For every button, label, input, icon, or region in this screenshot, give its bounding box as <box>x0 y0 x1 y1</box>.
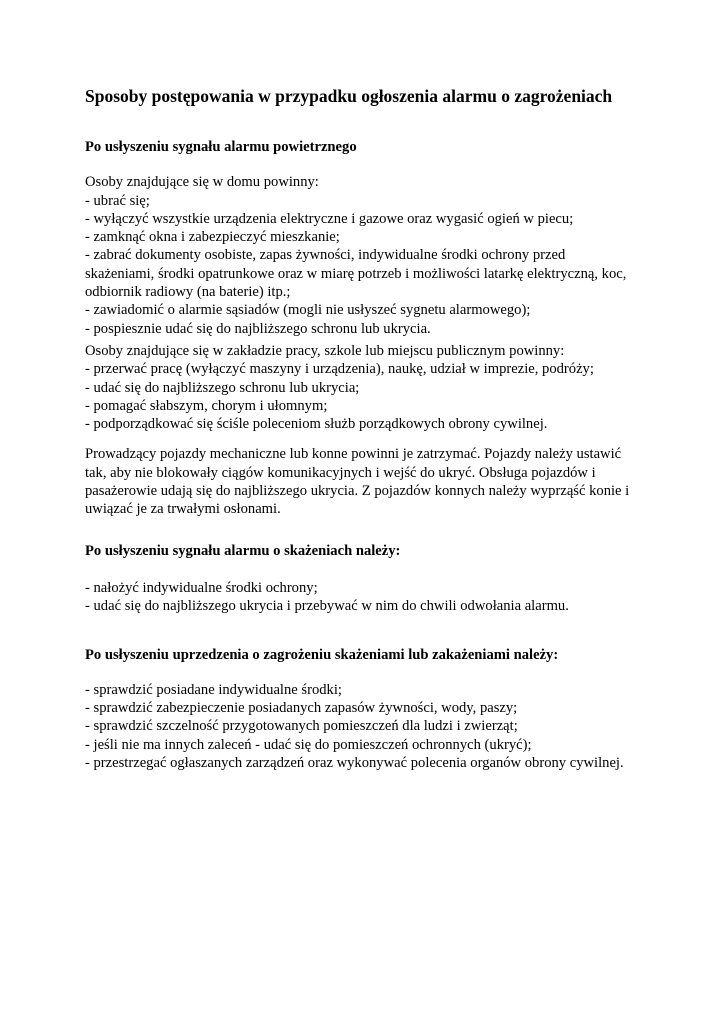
text-line: - udać się do najbliższego schronu lub ukrycia; <box>85 379 360 396</box>
paragraph-warning-actions <box>85 681 654 772</box>
text-line: - pomagać słabszym, chorym i ułomnym; <box>85 397 328 414</box>
section-heading-air-alarm: Po usłyszeniu sygnału alarmu powietrznego <box>85 139 357 155</box>
text-line: - wyłączyć wszystkie urządzenia elektryczne i gazowe oraz wygasić ogień w piecu; <box>85 210 574 227</box>
text-line: odbiornik radiowy (na baterie) itp.; <box>85 284 291 301</box>
text-line: - przestrzegać ogłaszanych zarządzeń oraz wykonywać polecenia organów obrony cywilnej. <box>85 755 624 772</box>
paragraph-people-at-work <box>85 342 654 433</box>
text-line: pasażerowie udają się do najbliższego ukrycia. Z pojazdów konnych należy wyprząść konie i <box>85 483 630 500</box>
section-heading-contamination-alarm: Po usłyszeniu sygnału alarmu o skażeniach należy: <box>85 542 401 559</box>
text-line: - przerwać pracę (wyłączyć maszyny i urządzenia), naukę, udział w imprezie, podróży; <box>85 361 594 378</box>
text-line: - pospiesznie udać się do najbliższego schronu lub ukrycia. <box>85 320 431 337</box>
text-line: skażeniami, środki opatrunkowe oraz w miarę potrzeb i możliwości latarkę elektryczną, koc, <box>85 265 627 282</box>
paragraph-contamination-actions <box>85 579 654 616</box>
text-line: - ubrać się; <box>85 192 150 209</box>
text-line: - sprawdzić posiadane indywidualne środki; <box>85 681 342 698</box>
text-line: Osoby znajdujące się w domu powinny: <box>85 174 319 191</box>
text-line: - zamknąć okna i zabezpieczyć mieszkanie; <box>85 229 340 246</box>
text-line: Osoby znajdujące się w zakładzie pracy, szkole lub miejscu publicznym powinny: <box>85 342 565 359</box>
text-line: tak, aby nie blokowały ciągów komunikacyjnych i wejść do ukryć. Obsługa pojazdów i <box>85 464 596 481</box>
paragraph-vehicle-drivers <box>85 445 654 518</box>
text-line: Prowadzący pojazdy mechaniczne lub konne powinni je zatrzymać. Pojazdy należy ustawić <box>85 446 622 463</box>
text-line: - zabrać dokumenty osobiste, zapas żywności, indywidualne środki ochrony przed <box>85 247 566 264</box>
text-line: - sprawdzić zabezpieczenie posiadanych zapasów żywności, wody, paszy; <box>85 700 518 717</box>
document-title: Sposoby postępowania w przypadku ogłoszenia alarmu o zagrożeniach <box>85 86 613 106</box>
text-line: - podporządkować się ściśle poleceniom służb porządkowych obrony cywilnej. <box>85 416 548 433</box>
paragraph-people-at-home <box>85 173 654 338</box>
text-line: uwiązać je za trwałymi osłonami. <box>85 501 281 518</box>
text-line: - udać się do najbliższego ukrycia i przebywać w nim do chwili odwołania alarmu. <box>85 598 569 615</box>
section-heading-contamination-warning: Po usłyszeniu uprzedzenia o zagrożeniu skażeniami lub zakażeniami należy: <box>85 646 559 663</box>
text-line: - zawiadomić o alarmie sąsiadów (mogli nie usłyszeć sygnetu alarmowego); <box>85 302 531 319</box>
text-line: - nałożyć indywidualne środki ochrony; <box>85 579 318 596</box>
text-line: - sprawdzić szczelność przygotowanych pomieszczeń dla ludzi i zwierząt; <box>85 718 518 735</box>
text-line: - jeśli nie ma innych zaleceń - udać się do pomieszczeń ochronnych (ukryć); <box>85 736 532 753</box>
